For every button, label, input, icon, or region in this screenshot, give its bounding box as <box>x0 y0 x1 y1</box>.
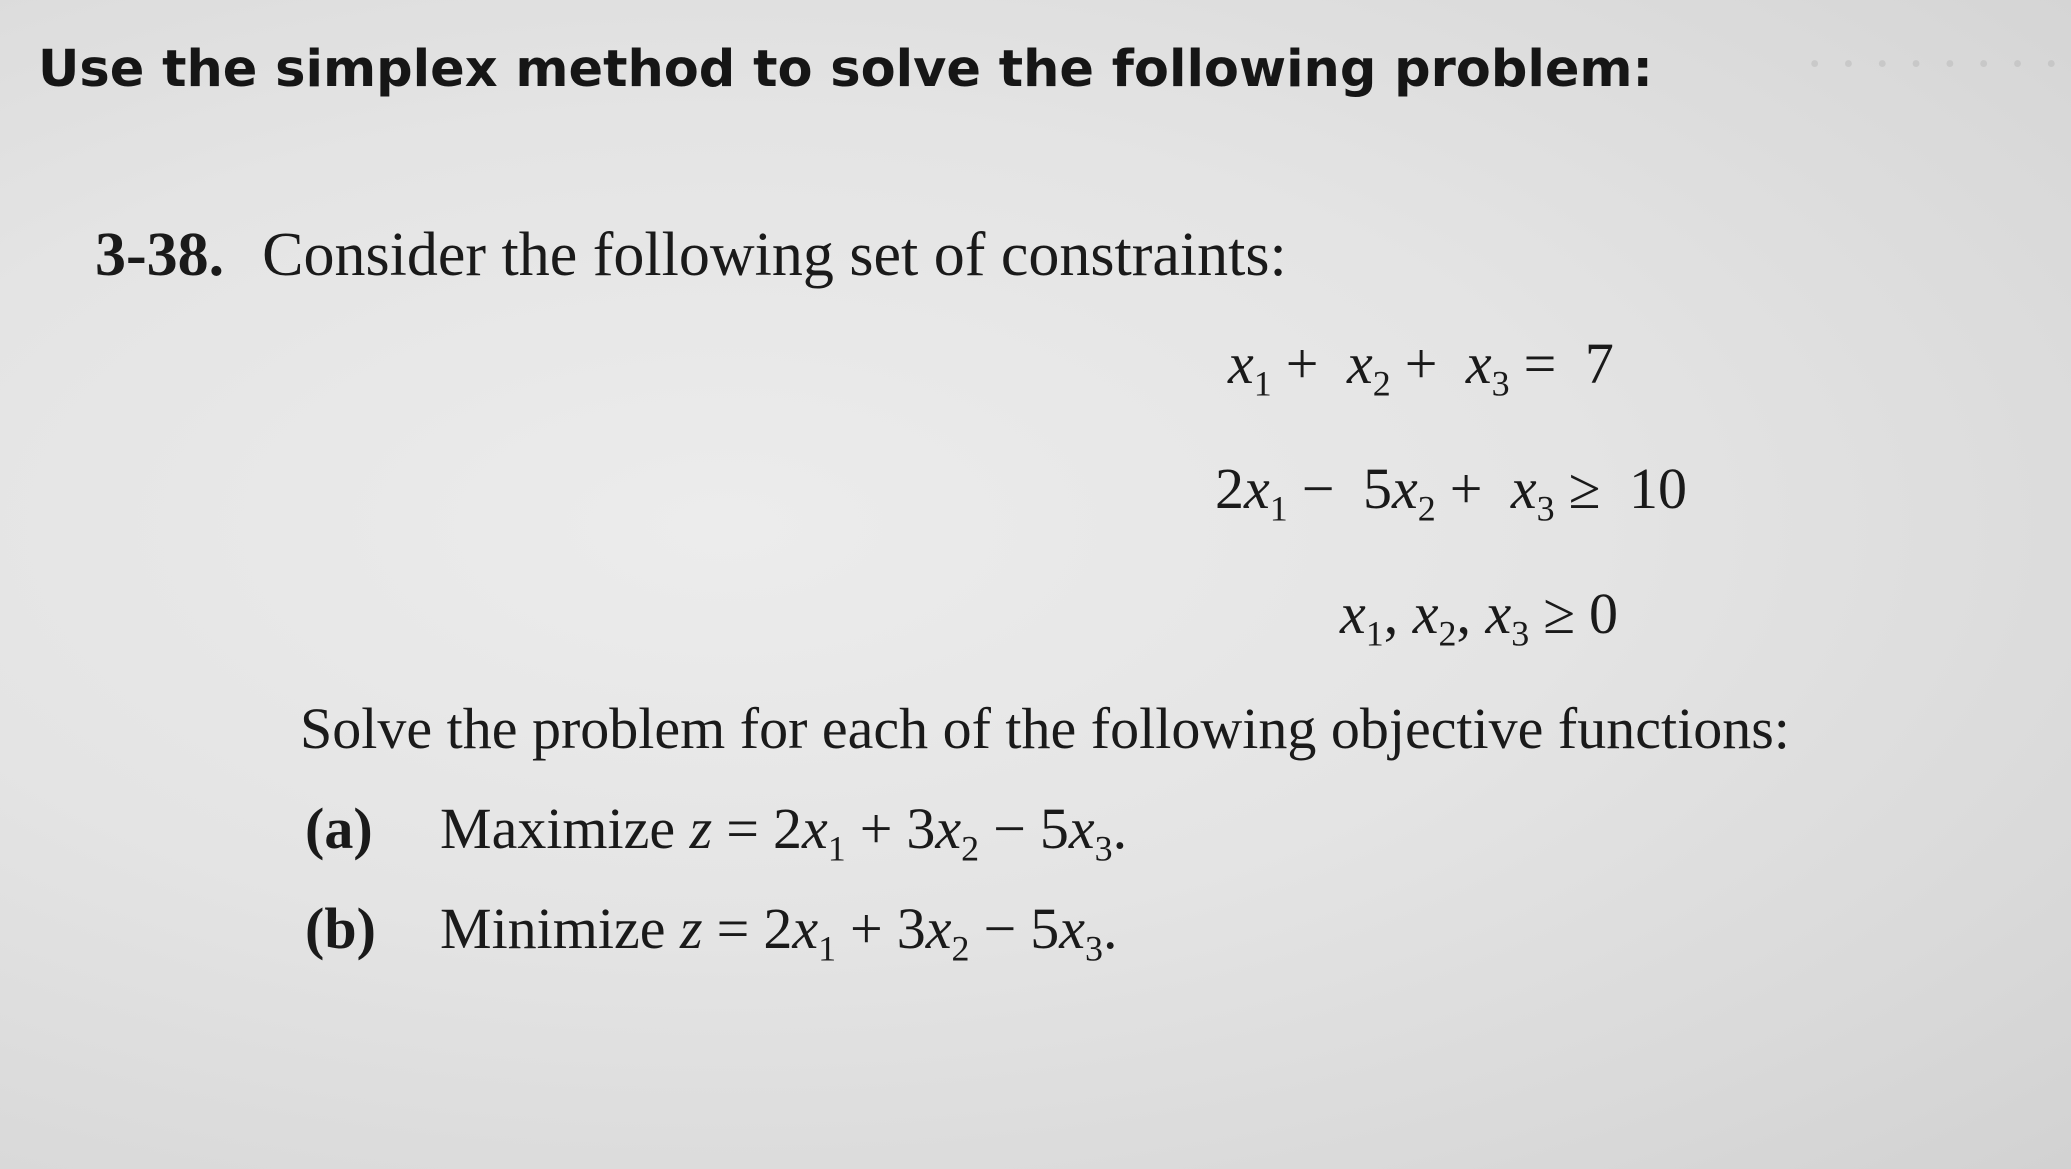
subscript: 3 <box>1094 828 1113 869</box>
var-x2: x <box>935 796 962 861</box>
operator: + <box>859 796 893 861</box>
coefficient: 5 <box>1362 456 1392 521</box>
subscript: 1 <box>1253 363 1272 404</box>
operator: − <box>993 796 1026 861</box>
operator: − <box>983 896 1017 961</box>
part-a <box>305 795 1127 870</box>
operator: + <box>1285 331 1319 396</box>
equals: = <box>716 896 750 961</box>
operator: + <box>1404 331 1438 396</box>
rhs-value: 10 <box>1628 456 1687 521</box>
rhs-value: 7 <box>1584 331 1614 396</box>
period: . <box>1112 796 1128 861</box>
problem-intro: Consider the following set of constraints: <box>262 221 1287 289</box>
var-x1: x <box>1244 456 1270 521</box>
coefficient: 3 <box>896 896 926 961</box>
relation: ≥ <box>1568 456 1601 521</box>
period: . <box>1102 896 1118 961</box>
var-x3: x <box>1510 456 1537 521</box>
instruction-heading: Use the simplex method to solve the following problem: <box>38 40 1653 99</box>
constraint-1 <box>1228 330 1614 405</box>
var-x3: x <box>1068 796 1095 861</box>
coefficient: 5 <box>1039 796 1069 861</box>
problem-statement <box>95 220 1287 291</box>
coefficient: 2 <box>1215 456 1244 521</box>
solve-prompt: Solve the problem for each of the following objective functions: <box>300 696 1790 761</box>
var-x1: x <box>792 896 819 961</box>
nonnegativity-constraint: $x_1$, $x_2$, $x_3 \ge 0$ <box>1340 581 1619 654</box>
subscript: 3 <box>1536 488 1555 529</box>
operator: + <box>850 896 883 961</box>
relation: = <box>1523 331 1557 396</box>
subscript: 1 <box>1269 488 1288 529</box>
var-x1: x <box>1340 581 1366 646</box>
subscript: 2 <box>1372 363 1391 404</box>
subscript: 2 <box>961 828 980 869</box>
coefficient: 2 <box>772 796 802 861</box>
subscript: 2 <box>1438 613 1457 654</box>
subscript: 2 <box>1417 488 1436 529</box>
subscript: 1 <box>818 928 837 969</box>
var-x3: x <box>1485 581 1512 646</box>
coefficient: 2 <box>763 896 793 961</box>
operator: + <box>1449 456 1483 521</box>
coefficient: 3 <box>906 796 936 861</box>
var-x3: x <box>1465 331 1492 396</box>
subscript: 3 <box>1491 363 1510 404</box>
var-x3: x <box>1059 896 1085 961</box>
part-b <box>305 895 1117 970</box>
subscript: 1 <box>1365 613 1384 654</box>
relation: ≥ <box>1543 581 1576 646</box>
part-label: (a) <box>305 796 373 861</box>
subscript: 3 <box>1511 613 1530 654</box>
equals: = <box>726 796 759 861</box>
objective-verb: Minimize <box>440 896 666 961</box>
constraint-2 <box>1215 455 1687 530</box>
bleed-through-text: · · · · · · · · <box>1804 31 2061 96</box>
problem-number: 3-38. <box>95 221 225 289</box>
var-x1: x <box>801 796 828 861</box>
var-x2: x <box>1346 331 1373 396</box>
objective-var: z <box>680 896 703 961</box>
subscript: 1 <box>827 828 846 869</box>
objective-var: z <box>689 796 713 861</box>
var-x2: x <box>925 896 952 961</box>
part-label: (b) <box>305 896 376 961</box>
var-x2: x <box>1412 581 1439 646</box>
subscript: 3 <box>1084 928 1103 969</box>
operator: − <box>1301 456 1335 521</box>
var-x2: x <box>1391 456 1418 521</box>
subscript: 2 <box>951 928 970 969</box>
coefficient: 5 <box>1030 896 1060 961</box>
var-x1: x <box>1228 331 1254 396</box>
objective-verb: Maximize <box>440 796 676 861</box>
rhs-value: 0 <box>1589 581 1619 646</box>
